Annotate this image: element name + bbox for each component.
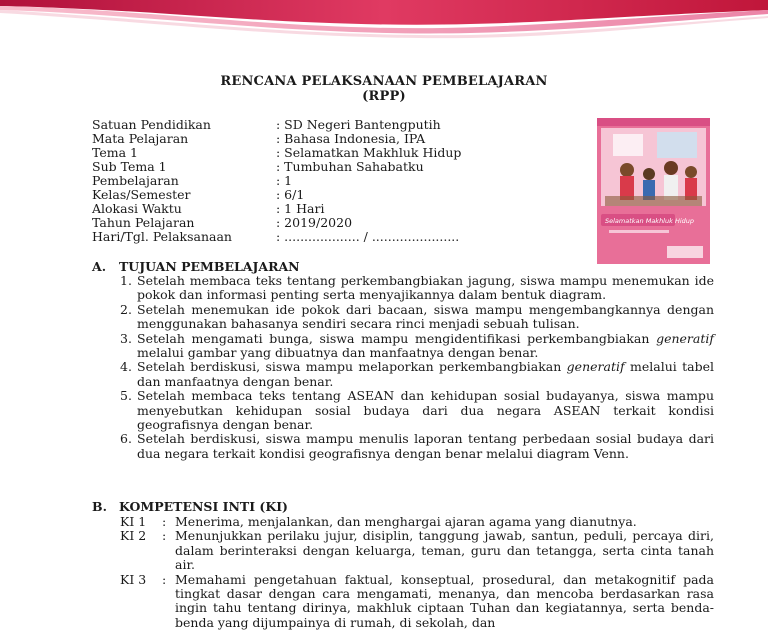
item-text: Setelah menemukan ide pokok dari bacaan, siswa mampu mengembangkannya dengan menggunakan bahasanya sendiri secara rinci menjadi sebuah tulisan. bbox=[137, 301, 714, 332]
identity-label: Mata Pelajaran bbox=[92, 131, 189, 146]
list-item bbox=[120, 332, 714, 361]
ki-code: KI 1 bbox=[120, 514, 147, 529]
identity-label: Hari/Tgl. Pelaksanaan bbox=[92, 229, 232, 244]
section-title: KOMPETENSI INTI (KI) bbox=[119, 499, 288, 514]
identity-label: Tema 1 bbox=[92, 145, 138, 160]
list-item bbox=[120, 573, 714, 630]
section-heading bbox=[92, 259, 300, 274]
section-letter: A. bbox=[92, 259, 107, 274]
item-text: Setelah membaca teks tentang perkembangbiakan jagung, siswa mampu menemukan ide pokok dan informasi penting serta menyajikannya dalam bentuk diagram. bbox=[137, 273, 714, 303]
identity-label: Sub Tema 1 bbox=[92, 159, 167, 174]
identity-value: : SD Negeri Bantengputih bbox=[276, 117, 441, 132]
list-item bbox=[120, 432, 714, 461]
identity-value: : ................... / ...................... bbox=[276, 229, 460, 244]
list-item bbox=[120, 303, 714, 332]
item-number: 3. bbox=[120, 330, 132, 346]
section-heading bbox=[92, 499, 288, 514]
item-text: Setelah membaca teks tentang ASEAN dan kehidupan sosial budayanya, siswa mampu menyebutkan kehidupan sosial budaya dari dua negara ASEAN terkait kondisi geografisnya dengan benar. bbox=[137, 388, 714, 433]
identity-value: : Selamatkan Makhluk Hidup bbox=[276, 145, 462, 160]
cover-book-title: Selamatkan Makhluk Hidup bbox=[605, 217, 695, 225]
ki-text: Menunjukkan perilaku jujur, disiplin, tanggung jawab, santun, peduli, percaya diri, dalam berinteraksi dengan keluarga, teman, guru dan tetangga, serta cinta tanah air. bbox=[175, 528, 714, 573]
book-cover-image bbox=[597, 118, 710, 264]
ki-colon: : bbox=[162, 571, 167, 587]
item-number: 6. bbox=[120, 431, 132, 447]
ki-colon: : bbox=[162, 528, 167, 544]
item-text: Setelah berdiskusi, siswa mampu melaporkan perkembangbiakan bbox=[137, 359, 567, 375]
ki-text: Memahami pengetahuan faktual, konseptual, prosedural, dan metakognitif pada tingkat dasar dengan cara mengamati, menanya, dan mencoba berdasarkan rasa ingin tahu tentang dirinya, makhluk ciptaan Tuhan dan kegiatannya, serta benda-benda yang dijumpainya di rumah, di sekolah, dan bbox=[175, 571, 714, 630]
section-letter: B. bbox=[92, 499, 107, 514]
identity-value: : 6/1 bbox=[276, 187, 305, 202]
identity-value: : 1 Hari bbox=[276, 201, 325, 216]
identity-label: Satuan Pendidikan bbox=[92, 117, 211, 132]
identity-value: : 1 bbox=[276, 173, 293, 188]
list-item bbox=[120, 389, 714, 432]
ki-colon: : bbox=[162, 514, 167, 529]
learning-objectives-list bbox=[120, 274, 714, 461]
identity-label: Pembelajaran bbox=[92, 173, 179, 188]
ki-code: KI 3 bbox=[120, 571, 147, 587]
section-title: TUJUAN PEMBELAJARAN bbox=[119, 259, 300, 274]
item-number: 4. bbox=[120, 359, 132, 375]
identity-label: Kelas/Semester bbox=[92, 187, 191, 202]
list-item bbox=[120, 360, 714, 389]
item-number: 1. bbox=[120, 273, 132, 288]
identity-value: : Tumbuhan Sahabatku bbox=[276, 159, 424, 174]
list-item bbox=[120, 515, 714, 529]
decorative-banner bbox=[0, 0, 768, 40]
identity-row bbox=[92, 230, 459, 244]
item-number: 5. bbox=[120, 388, 132, 404]
item-text: Setelah berdiskusi, siswa mampu menulis laporan tentang perbedaan sosial budaya dari dua negara terkait kondisi geografisnya dengan benar melalui diagram Venn. bbox=[137, 431, 714, 461]
item-number: 2. bbox=[120, 301, 132, 317]
item-text: Setelah mengamati bunga, siswa mampu mengidentifikasi perkembangbiakan bbox=[137, 330, 657, 346]
list-item bbox=[120, 529, 714, 572]
identity-value: : Bahasa Indonesia, IPA bbox=[276, 131, 426, 146]
item-emphasis: generatif bbox=[566, 359, 625, 375]
document-title: RENCANA PELAKSANAAN PEMBELAJARAN bbox=[220, 74, 548, 89]
identity-label: Alokasi Waktu bbox=[92, 201, 182, 216]
core-competence-list bbox=[120, 515, 714, 630]
identity-label: Tahun Pelajaran bbox=[92, 215, 195, 230]
item-text: melalui gambar yang dibuatnya dan manfaatnya dengan benar. bbox=[137, 345, 539, 361]
item-emphasis: generatif bbox=[656, 330, 714, 346]
identity-value: : 2019/2020 bbox=[276, 215, 353, 230]
document-subtitle: (RPP) bbox=[362, 89, 406, 104]
ki-text: Menerima, menjalankan, dan menghargai ajaran agama yang dianutnya. bbox=[175, 514, 637, 529]
item-text: melalui tabel dan manfaatnya dengan benar. bbox=[137, 359, 714, 389]
ki-code: KI 2 bbox=[120, 528, 147, 544]
list-item bbox=[120, 274, 714, 303]
